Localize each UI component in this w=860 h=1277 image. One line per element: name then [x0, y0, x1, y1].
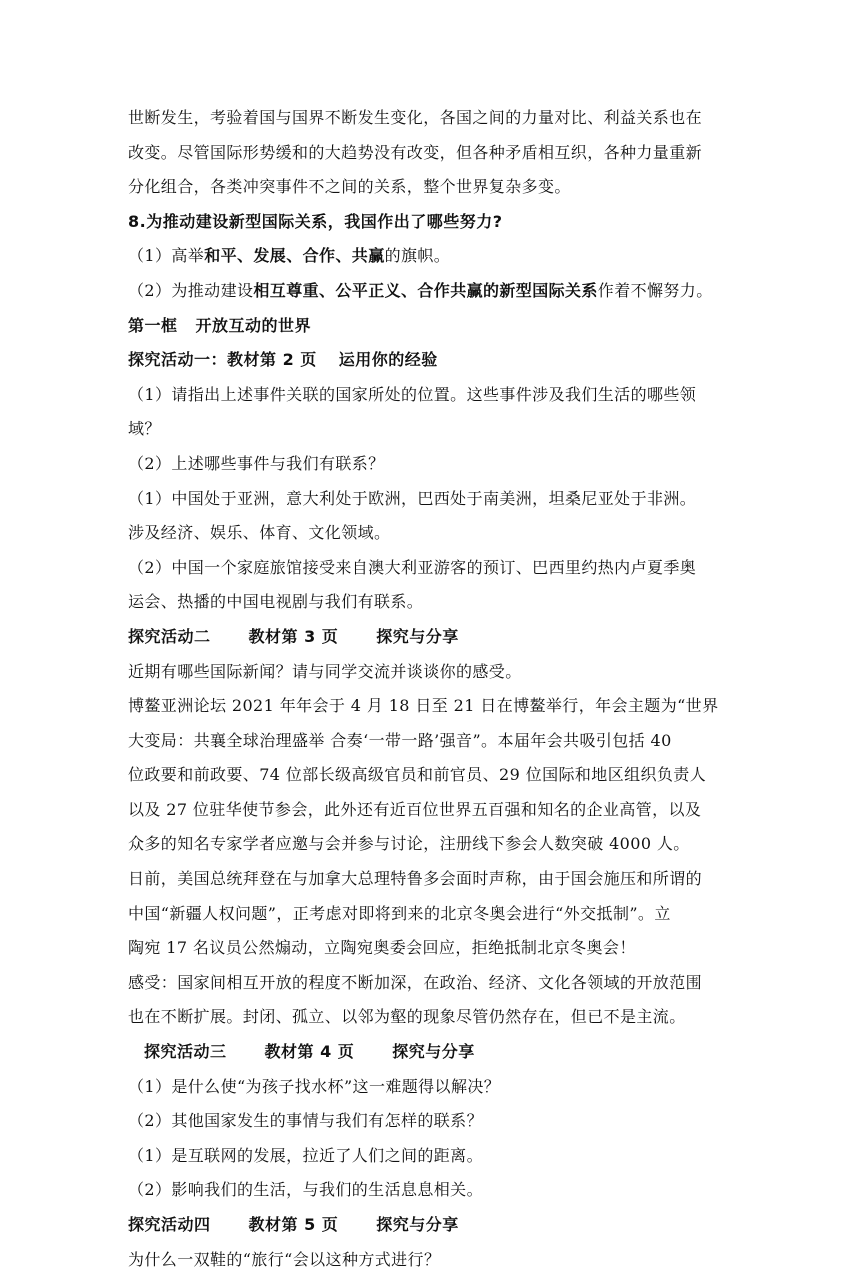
paragraph-line: 运会、热播的中国电视剧与我们有联系。	[128, 592, 424, 612]
paragraph-line: 日前，美国总统拜登在与加拿大总理特鲁多会面时声称，由于国会施压和所谓的	[128, 869, 703, 889]
activity-heading	[128, 1035, 740, 1070]
frame-label: 第一框	[128, 315, 178, 335]
activity-page: 教材第 4 页	[264, 1042, 355, 1062]
activity-heading	[128, 1208, 740, 1243]
document-body	[128, 101, 740, 1277]
paragraph-line: 涉及经济、娱乐、体育、文化领域。	[128, 523, 391, 543]
paragraph-line: 改变。尽管国际形势缓和的大趋势没有改变，但各种矛盾相互织，各种力量重新	[128, 142, 703, 162]
paragraph-line: （2）影响我们的生活，与我们的生活息息相关。	[128, 1180, 483, 1200]
activity-subtitle: 探究与分享	[376, 626, 459, 646]
paragraph-line: 众多的知名专家学者应邀与会并参与讨论，注册线下参会人数突破 4000 人。	[128, 834, 690, 854]
paragraph-line: （1）中国处于亚洲，意大利处于欧洲，巴西处于南美洲，坦桑尼亚处于非洲。	[128, 488, 697, 508]
activity-subtitle: 运用你的经验	[338, 350, 438, 370]
activity-label: 探究活动二	[128, 626, 211, 646]
answer-prefix: （2）为推动建设	[128, 280, 254, 300]
activity-heading	[128, 620, 740, 655]
frame-title: 开放互动的世界	[195, 315, 312, 335]
paragraph-line: （2）上述哪些事件与我们有联系？	[128, 453, 385, 473]
paragraph-line: 大变局：共襄全球治理盛举 合奏‘一带一路’强音”。本届年会共吸引包括 40	[128, 730, 672, 750]
activity-subtitle: 探究与分享	[376, 1215, 459, 1234]
section-heading	[128, 309, 740, 344]
paragraph-line: （1）是什么使“为孩子找水杯”这一难题得以解决？	[128, 1076, 501, 1096]
paragraph-line: 位政要和前政要、74 位部长级高级官员和前官员、29 位国际和地区组织负责人	[128, 765, 707, 785]
paragraph-line: （1）请指出上述事件关联的国家所处的位置。这些事件涉及我们生活的哪些领	[128, 384, 697, 404]
activity-page: 教材第 5 页	[248, 1215, 339, 1234]
paragraph-line: （2）其他国家发生的事情与我们有怎样的联系？	[128, 1111, 483, 1131]
paragraph-line: （1）是互联网的发展，拉近了人们之间的距离。	[128, 1145, 483, 1165]
paragraph-line: 陶宛 17 名议员公然煽动，立陶宛奥委会回应，拒绝抵制北京冬奥会！	[128, 938, 636, 958]
answer-keyword: 和平、发展、合作、共赢	[204, 246, 385, 266]
answer-suffix: 的旗帜。	[384, 246, 451, 266]
answer-prefix: （1）高举	[128, 246, 205, 266]
paragraph-line: 以及 27 位驻华使节参会，此外还有近百位世界五百强和知名的企业高管，以及	[128, 799, 702, 819]
answer-suffix: 作着不懈努力。	[597, 280, 713, 300]
activity-label: 探究活动三	[144, 1042, 227, 1062]
activity-label: 探究活动四	[128, 1215, 211, 1234]
paragraph-line: 感受：国家间相互开放的程度不断加深，在政治、经济、文化各领域的开放范围	[128, 972, 703, 992]
question-heading: 8.为推动建设新型国际关系，我国作出了哪些努力?	[128, 211, 503, 231]
activity-label: 探究活动一：教材第 2 页	[128, 350, 317, 370]
paragraph-line: 分化组合，各类冲突事件不之间的关系，整个世界复杂多变。	[128, 177, 571, 197]
activity-subtitle: 探究与分享	[392, 1042, 475, 1062]
answer-line	[128, 274, 740, 309]
activity-page: 教材第 3 页	[248, 626, 339, 646]
answer-line	[128, 239, 740, 274]
paragraph-line: 中国“新疆人权问题”，正考虑对即将到来的北京冬奥会进行“外交抵制”。立	[128, 903, 671, 923]
paragraph-line: 为什么一双鞋的“旅行“会以这种方式进行？	[128, 1249, 441, 1269]
paragraph-line: 域？	[128, 419, 161, 439]
activity-heading	[128, 343, 740, 378]
paragraph-line: 近期有哪些国际新闻？请与同学交流并谈谈你的感受。	[128, 661, 522, 681]
paragraph-line: 也在不断扩展。封闭、孤立、以邻为壑的现象尽管仍然存在，但已不是主流。	[128, 1007, 686, 1027]
paragraph-line: 博鳌亚洲论坛 2021 年年会于 4 月 18 日至 21 日在博鳌举行，年会主题为“世界	[128, 696, 719, 716]
paragraph-line: 世断发生，考验着国与国界不断发生变化，各国之间的力量对比、利益关系也在	[128, 108, 703, 127]
answer-keyword: 相互尊重、公平正义、合作共赢的新型国际关系	[253, 280, 598, 300]
paragraph-line: （2）中国一个家庭旅馆接受来自澳大利亚游客的预订、巴西里约热内卢夏季奥	[128, 557, 697, 577]
